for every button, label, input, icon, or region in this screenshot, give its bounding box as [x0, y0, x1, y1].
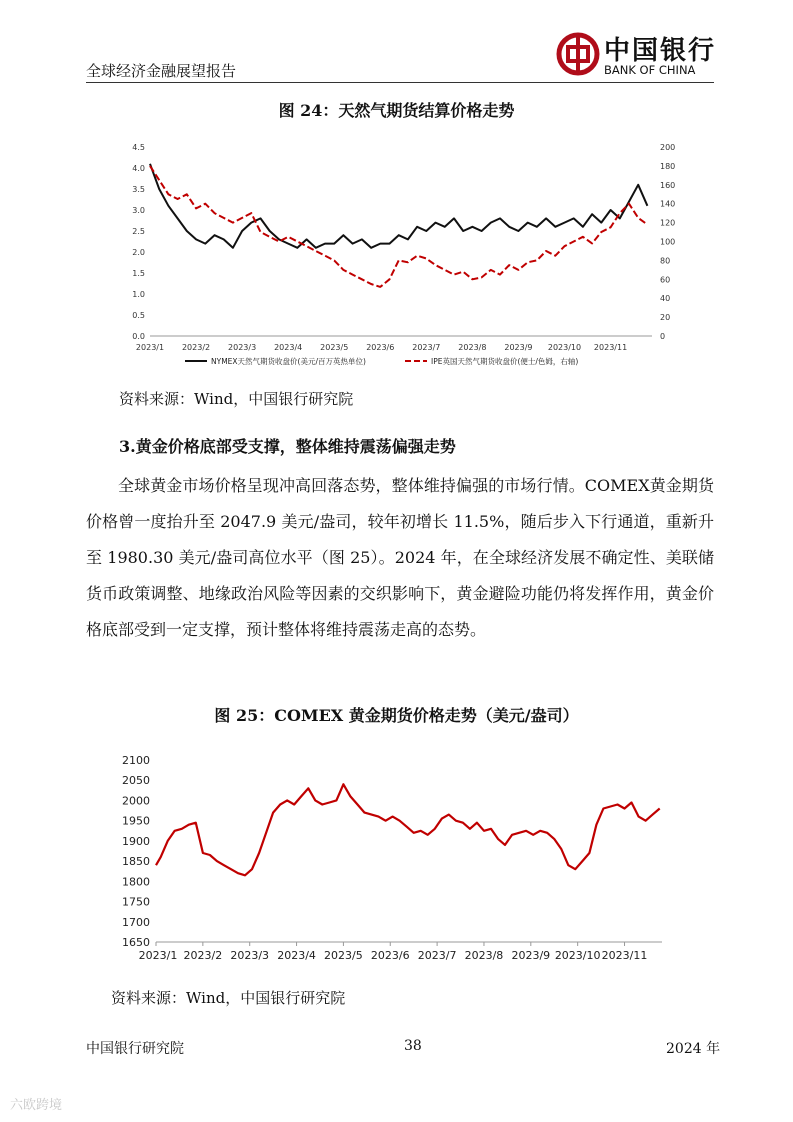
- fig25-x-tick-label: 2023/1: [138, 949, 178, 962]
- fig24-left-tick-label: 2.0: [132, 248, 145, 257]
- fig24-x-tick-label: 2023/9: [504, 343, 533, 352]
- fig24-legend-label: NYMEX天然气期货收盘价(美元/百万英热单位): [211, 357, 366, 366]
- fig24-x-tick-label: 2023/4: [274, 343, 303, 352]
- fig24-left-tick-label: 3.0: [132, 206, 145, 215]
- fig24-right-tick-label: 80: [660, 256, 671, 266]
- fig24-right-tick-label: 60: [660, 275, 671, 285]
- fig24-left-tick-label: 4.5: [132, 143, 145, 152]
- fig24-left-tick-label: 4.0: [132, 164, 145, 173]
- figure24-source: 资料来源：Wind，中国银行研究院: [119, 390, 354, 408]
- fig25-x-tick-label: 2023/6: [370, 949, 410, 962]
- header-rule: [86, 82, 714, 83]
- fig24-legend-label: IPE英国天然气期货收盘价(便士/色姆，右轴): [431, 357, 579, 366]
- fig25-y-tick-label: 2100: [122, 754, 150, 767]
- fig24-x-tick-label: 2023/7: [412, 343, 441, 352]
- fig24-right-tick-label: 140: [660, 199, 676, 209]
- report-title: 全球经济金融展望报告: [86, 62, 237, 80]
- fig25-x-tick-label: 2023/2: [183, 949, 223, 962]
- fig25-y-tick-label: 1950: [122, 814, 150, 828]
- fig24-right-tick-label: 0: [660, 332, 666, 341]
- fig24-right-tick-label: 40: [660, 294, 671, 304]
- footer-year: 2024 年: [666, 1041, 721, 1057]
- fig24-left-tick-label: 1.5: [132, 269, 145, 278]
- fig24-x-tick-label: 2023/3: [228, 343, 257, 352]
- fig25-y-tick-label: 2000: [122, 794, 150, 808]
- footer-org: 中国银行研究院: [86, 1041, 184, 1057]
- fig25-y-tick-label: 1750: [122, 895, 150, 909]
- figure25-chart: [0, 740, 793, 980]
- fig24-left-tick-label: 0.0: [132, 332, 145, 341]
- fig25-x-tick-label: 2023/7: [417, 949, 457, 962]
- fig24-left-tick-label: 3.5: [132, 185, 145, 194]
- fig24-left-tick-label: 0.5: [132, 311, 145, 320]
- bank-of-china-logo: [556, 30, 716, 82]
- fig24-x-tick-label: 2023/1: [135, 343, 165, 352]
- bank-logo-icon: [556, 32, 600, 76]
- fig25-series-line: [156, 784, 660, 875]
- fig24-right-tick-label: 20: [660, 313, 671, 323]
- section-paragraph: 全球黄金市场价格呈现冲高回落态势，整体维持偏强的市场行情。COMEX黄金期货价格曾一度抬升至 2047.9 美元/盎司，较年初增长 11.5%，随后步入下行通道，重新升至 1980.30 美元/盎司高位水平（图 25）。2024 年，在全球经济发展不确定性、美联储货币政策调整、地缘政治风险等因素的交织影响下，黄金避险功能仍将发挥作用，黄金价格底部受到一定支撑，预计整体将维持震荡走高的态势。: [86, 476, 714, 639]
- fig24-x-tick-label: 2023/10: [547, 343, 582, 352]
- fig25-x-tick-label: 2023/11: [601, 949, 648, 962]
- watermark: 六欧跨境: [10, 1098, 63, 1113]
- fig24-series-line: [150, 164, 647, 248]
- figure25-title: 图 25：COMEX 黄金期货价格走势（美元/盎司）: [214, 706, 579, 725]
- fig24-left-tick-label: 1.0: [132, 290, 145, 299]
- fig24-right-tick-label: 200: [660, 143, 676, 152]
- fig25-y-tick-label: 1700: [122, 915, 150, 929]
- fig24-x-tick-label: 2023/6: [366, 343, 395, 352]
- fig24-x-tick-label: 2023/5: [320, 343, 349, 352]
- fig24-series-line: [150, 166, 647, 287]
- fig24-right-tick-label: 120: [660, 218, 676, 228]
- fig25-x-tick-label: 2023/3: [230, 949, 270, 962]
- fig25-x-tick-label: 2023/5: [324, 949, 363, 962]
- logo-cn-text: 中国银行: [604, 36, 717, 66]
- figure25-source: 资料来源：Wind，中国银行研究院: [111, 989, 346, 1007]
- fig24-right-tick-label: 100: [660, 237, 676, 247]
- fig25-y-tick-label: 2050: [122, 774, 150, 788]
- logo-en-text: BANK OF CHINA: [604, 63, 696, 77]
- figure24-title: 图 24：天然气期货结算价格走势: [278, 101, 515, 120]
- fig24-x-tick-label: 2023/8: [458, 343, 487, 352]
- fig25-y-tick-label: 1650: [122, 936, 150, 949]
- fig25-y-tick-label: 1800: [122, 875, 150, 889]
- fig25-y-tick-label: 1850: [122, 855, 150, 869]
- fig24-x-tick-label: 2023/2: [181, 343, 211, 352]
- fig24-right-tick-label: 180: [660, 161, 676, 171]
- fig25-x-tick-label: 2023/9: [511, 949, 551, 962]
- section-heading: 3.黄金价格底部受支撑，整体维持震荡偏强走势: [119, 437, 456, 456]
- fig25-y-tick-label: 1900: [122, 834, 150, 848]
- fig24-right-tick-label: 160: [660, 180, 676, 190]
- fig24-x-tick-label: 2023/11: [593, 343, 628, 352]
- footer-page-number: 38: [404, 1038, 422, 1054]
- fig25-x-tick-label: 2023/8: [464, 949, 504, 962]
- fig25-x-tick-label: 2023/10: [554, 949, 601, 962]
- fig24-left-tick-label: 2.5: [132, 227, 145, 236]
- fig25-x-tick-label: 2023/4: [277, 949, 316, 962]
